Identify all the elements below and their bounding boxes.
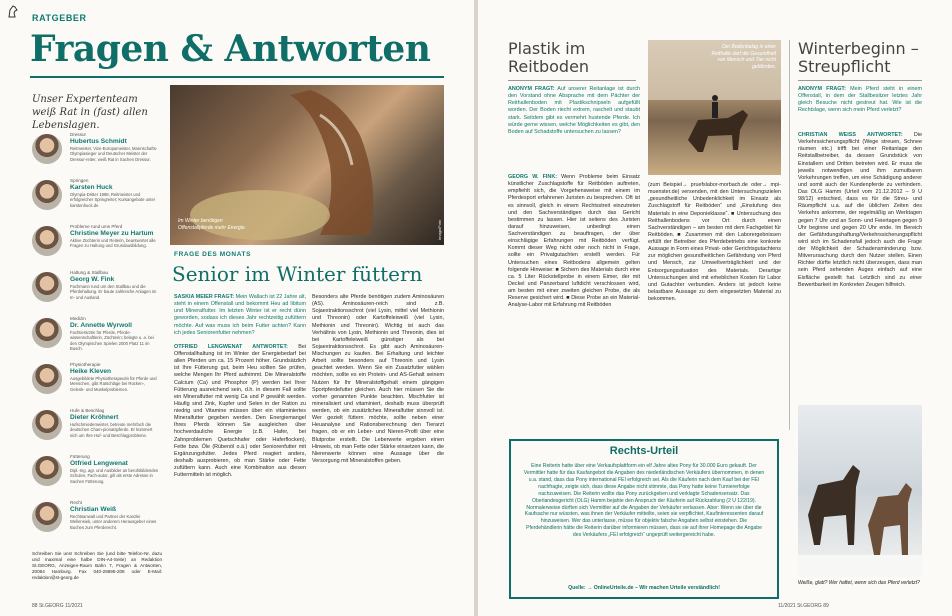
- answer-label: CHRISTIAN WEISS ANTWORTET:: [798, 132, 903, 138]
- horse-logo-icon: [6, 4, 20, 18]
- page-title: Fragen & Antworten: [30, 28, 431, 70]
- expert-name: Georg W. Fink: [70, 276, 115, 283]
- column-divider: [789, 40, 790, 430]
- avatar: [32, 272, 62, 302]
- expert-name: Hubertus Schmidt: [70, 138, 127, 145]
- answer-text: Bei Offenstallhaltung ist im Winter der Energiebedarf bei allen Pferden um ca. 15 Prozent höher. Grundsätzlich ist Ihre Fütterung gut, beim Heu sollten Sie prüfen, welche Mengen Ihr Pferd aufnimmt. Die Mineralstoffe Calcium (Ca) und Phosphor (P) werden bei Ihrer Fütterung ausreichend sein, d.h. in diesem Fall sollte ein Mineralfutter mit wenig Ca und P gewählt werden. Häufig sind Zink, Kupfer und Selen in der Ration zu niedrig und Vitamine müssen über ein vitaminiertes Mineralfutter gegeben werden. Den Energiemangel Ihres Pferds können Sie ausgleichen über hochverdauliche Energie (z.B. Hafer, bei Zahnproblemen Quetschhafer oder Haferflocken), Fette bzw. Öle (Rübenöl o.ä.) oder Seniorenfutter mit Ergänzungsfutter. Jedes Pferd reagiert anders, deshalb ausprobieren, ob man Stärke oder Fette zufüttern kann. Auch eine Kombination aus diesen Futtermitteln ist möglich.: [174, 343, 306, 479]
- expert-card: [30, 132, 158, 178]
- question-text: Mein Pferd steht in einem Offenstall, in dem der Stallbesitzer letztes Jahr gleich Besuche nicht gestreut hat. Wie ist die Rechtslage, wenn sich mein Pferd verletzt?: [798, 86, 922, 114]
- avatar: [32, 318, 62, 348]
- expert-role: Dressur: [70, 132, 87, 137]
- answer-label: OTFRIED LENGWENAT ANTWORTET:: [174, 343, 288, 350]
- left-page: [0, 0, 474, 616]
- page-footer: 11/2021 St.GEORG 89: [778, 603, 829, 609]
- urteil-title: Rechts-Urteil: [609, 445, 679, 457]
- answer-label: GEORG W. FINK:: [508, 174, 558, 180]
- photo-caption: Im Winter benötigen Offenstallpferde mehr Energie.: [178, 218, 247, 231]
- answer-text: Die Verkehrssicherungspflicht (Wege streuen, Schnee räumen etc.) trifft bei einer Reitanlage den Reitstallbetreiber, da dessen Grundstück von Einstallern und Dritten betreten wird. Er muss die jeweils notwendigen und ihm zumutbaren Vorkehrungen treffen, um eine Schädigung anderer und somit auch der Kundenpferde zu verhindern. Das OLG Hamm (Urteil vom 21.12.2012 – 9 U 98/12) entschied, dass es für die Streu- und Räumpflicht u.a. auf die üblichen Zeiten des Verkehrs ankomme, der regelmäßig an Werktagen gegen 7 Uhr und an Sonn- und Feiertagen gegen 9 Uhr beginne und gegen 20 Uhr ende. Im Bereich der Gefährdungshaftung/Verkehrssicherungspflicht wird sich im Schadensfall jedoch auch die Frage der Möglichkeit der Schadensminderung bzw. Mitverursachung durch den Nutzer stellen. Einen Richter dürfte letztlich nicht überzeugen, dass man sein Pferd sehenden Auges einfach auf eine Eisfläche gestellt hat. Letztlich sind zu einer Bewertbarkeit im Konkreten Zeugen hilfreich.: [798, 132, 922, 288]
- title-rule: [508, 80, 636, 81]
- avatar: [32, 410, 62, 440]
- expert-name: Otfried Lengwenat: [70, 460, 128, 467]
- expert-desc: Fachmann rund um den Stallbau und die Pferdehaltung. Er baute zahlreiche Anlagen im In- und Ausland.: [70, 284, 157, 300]
- expert-desc: Dipl.-Ing. agr. und Ausbilder an berufsbildenden Schulen, Fach-autor, gilt als erste Adresse in Sachen Fütterung.: [70, 468, 159, 484]
- urteil-source: Quelle: → OnlineUrteile.de – Wir machen Urteile verständlich!: [568, 585, 720, 591]
- expert-desc: Reitmeister, Vize-Europameister, Mannschafts-Olympiasieger und Deutscher Meister der Dressur-reiter, weiß Rat in Sachen Dressur.: [70, 146, 158, 162]
- question-label: ANONYM FRAGT:: [508, 86, 555, 92]
- avatar: [32, 502, 62, 532]
- article-col-1: [174, 294, 306, 592]
- expert-role: Medizin: [70, 316, 86, 321]
- expert-name: Christian Weiß: [70, 506, 117, 513]
- photo-credit: Imago/Foto: [437, 219, 442, 240]
- urteil-text: Eine Reiterin hatte über eine Verkaufsplattform ein elf Jahre altes Pony für 30.000 Euro gekauft. Der Vermittler hatte für das Kaufangebot die Angaben des niederländischen Verkäufers übernommen, in denen u.a. stand, dass das Pony international FEI erfolgreich sei. Als die Käuferin nach dem Kauf bei der FEI nachfragte, zeigte sich, dass diese Angabe nicht stimmte, das Pony hatte keine Turniererfolge nachzuweisen. Die Reiterin wollte das Pony zurückgeben und verklagte Schadensersatz. Das Oberlandesgericht (OLG) Hamm bejahte den Anspruch der Käuferin auf Rückzahlung (2 U 122/19). Normalerweise dürften sich Vermittler auf die Angaben der Verkäufer verlassen. Aber: Wenn sie über die Kaufsache nur wüssten, was ihnen der Verkäufer mitteilte, seien sie verpflichtet, Kaufinteressenten darauf hinzuweisen. Wer das unterlasse, müsse für objektiv falsche Angaben selbst einstehen. Die Pferdehändlerin hätte die Reiterin darüber informieren müssen, dass sie auf ihrer Homepage die Angabe des Verkäufers „FEI erfolgreich“ ungeprüft weitergereicht habe.: [523, 463, 765, 539]
- title-rule: [30, 76, 444, 78]
- expert-desc: Ausgebildete Physiotherapeutin für Pferde und Menschen, gibt Ratschläge bei Rücken-, Gelenk- und Muskelproblemen.: [70, 376, 157, 392]
- expert-card: [30, 316, 158, 362]
- expert-role: Physiotherapie: [70, 362, 101, 367]
- article-title: Senior im Winter füttern: [172, 262, 423, 286]
- question-text: Auf unserer Reitanlage ist durch den Vorstand ohne Absprache mit dem Pächter der Reithallenboden mit Plastikschnipseln aufgefüllt worden. Der Boden riecht extrem, raschelt und staubt stark. Seitdem gibt es vermehrt hustende Pferde. Ich würde gerne wissen, welche Möglichkeiten es gibt, den Boden auf Schadstoffe untersuchen zu lassen?: [508, 86, 640, 135]
- expert-card: [30, 454, 158, 500]
- horses-in-snow-image: [798, 405, 922, 577]
- rechts-urteil-box: [509, 439, 779, 599]
- expert-desc: Rechtsanwalt und Partner der Kanzlei Wellensiek, unter anderem Herausgeber eines Buches zum Pferderecht.: [70, 514, 157, 530]
- expert-role: Springen: [70, 178, 89, 183]
- expert-card: [30, 178, 158, 224]
- expert-name: Heike Kleven: [70, 368, 112, 375]
- title-rule: [798, 80, 922, 81]
- plastik-answer-col-2: (zum Beispiel→ pruefslabor-morbach.de oder→ mpi-muenster.de) versenden, mit den Untersuchungszielen „gesundheitliche Unbedenklichkeit im Einsatz als Zuschlagstoff für Reitböden“ und „Einstufung des Materials in eine Deponieklasse“. ■ Untersuchung des Reithallenbodens vor Ort durch einen Sachverständigen – am besten mit dem Fachgebiet für Reitböden. ■ Zusammen mit den Laborergebnissen erfüllt der Betreiber des Pferdebetriebs eine konkrete Aussage in Form eines Privat- oder Gerichtsgutachtens zur möglichen gesundheitlichen Gefährdung von Pferd und Mensch, zur Umweltverträglichkeit und der Entsorgungssituation des Materials. Derartige Untersuchungen sind mit erheblichen Kosten für Labor und Gutachter verbunden. Anders ist jedoch keine belastbare Aussage zu dem eingesetzten Material zu bekommen.: [648, 182, 781, 302]
- plastik-answer-col-1: [508, 174, 640, 428]
- snow-caption: Weiße, glatt? Wer haftet, wenn sich das Pferd verletzt?: [798, 580, 920, 586]
- question-label: SASKIA MEIER FRAGT:: [174, 294, 235, 300]
- expert-role: Fütterung: [70, 454, 90, 459]
- avatar: [32, 364, 62, 394]
- expert-name: Karsten Huck: [70, 184, 113, 191]
- expert-card: [30, 500, 158, 546]
- winter-answer: [798, 132, 922, 402]
- winter-title: Winterbeginn – Streupflicht: [798, 39, 919, 77]
- rubric-label: FRAGE DES MONATS: [174, 251, 252, 258]
- expert-card: [30, 224, 158, 270]
- expert-card: [30, 408, 158, 454]
- avatar: [32, 180, 62, 210]
- expert-desc: Hufschmiedemeister, betreute mehrfach die deutschen Cham-pionatspferde. Er kümmert sich um Ihre Huf- und Beschlagprobleme.: [70, 422, 153, 438]
- expert-role: Recht: [70, 500, 83, 505]
- page-footer: 88 St.GEORG 11/2021: [32, 603, 83, 609]
- expert-card: [30, 270, 158, 316]
- expert-role: Probleme rund ums Pferd: [70, 224, 123, 229]
- avatar: [32, 226, 62, 256]
- answer-text: Wenn Probleme beim Einsatz künstlicher Zuschlagstoffe für Reitböden auftreten, empfiehlt sich, die Vorgehensweise mit einem im Pferdesport erfahrenen Juristen zu besprechen. Oft ist es sinnvoll, gleich in einem Rechtsstreit einzutreten und den Sachverständigen durch das Gericht bestimmen zu lassen. Hier ist seitens des Juristen darauf hinzuweisen, unbedingt einen Sachverständigen zu beauftragen, der über einschlägige Erfahrungen mit Reitböden verfügt. Kommt dieser Weg nicht oder noch nicht in Frage, sollte ein Privatgutachten erstellt werden. Für Untersuchen eines Reitbodens allgemein gelten folgende Hinweise: ■ Sichern des Materials durch eine ca. 5 Liter Rückstellprobe in einem Eimer, der mit Deckel und Panzerband luftdicht verschlossen wird, am besten mit einer zweiten gleichen Probe, die als Reserve gesichert wird. ■ Diese Probe an ein Material-Analyse-Labor mit Erfahrung mit Reitböden: [508, 174, 640, 309]
- avatar: [32, 134, 62, 164]
- arena-caption: Der Bodenbelag in einer Reithalle darf die Gesundheit von Mensch und Tier nicht gefährden.: [711, 44, 776, 70]
- winter-question: [798, 86, 922, 130]
- question-text: Mein Wallach ist 22 Jahre alt, steht in einem Offenstall und bekommt Heu ad libitum und Mineralfutter. Im letzten Winter ist er recht dünn geworden, sodass ich dieses Jahr rechtzeitig zufüttern möchte. Auf was muss ich beim Futter achten? Kann ich jedes Seniorenfutter nehmen?: [174, 294, 306, 336]
- expert-desc: Aktive Züchterin und Reiterin, beantwortet alle Fragen zu Haltung und Grundausbildung.: [70, 238, 156, 249]
- question-label: ANONYM FRAGT:: [798, 86, 846, 92]
- section-kicker: RATGEBER: [32, 13, 87, 23]
- plastik-title: Plastik im Reitboden: [508, 39, 590, 77]
- expert-desc: Olympia-Dritter 1988, Reitmeister und erfolgreicher Springreiter; Kursangebote unter karstenhuck.de: [70, 192, 156, 208]
- expert-card: [30, 362, 158, 408]
- expert-name: Dieter Kröhnert: [70, 414, 119, 421]
- intro-text: Unser Expertenteam weiß Rat in (fast) allen Lebenslagen.: [32, 94, 148, 131]
- expert-role: Haltung & Stallbau: [70, 270, 109, 275]
- snow-photo: [798, 405, 922, 577]
- expert-desc: Fachtierärztin für Pferde, Pferde-wissenschaftlerin, Züchterin; belegte u. a. bei den Olympischen Spielen 2000 Platz 11 im Busch.: [70, 330, 154, 352]
- article-col-2: Besonders alte Pferde benötigen zudem Aminosäuren (AS). Aminosäuren-reich sind z.B. Sojaextraktionsschrot (viel Lysin, mittel viel Methionin und Threonin) oder Kartoffeleiweiß (viel Lysin, Methionin und Threonin). Wichtig ist auch das Verhältnis von Lysin, Methionin und Threonin, dies ist bei Kartoffeleiweiß günstiger als bei Sojaextraktionsschrot. Es gibt auch Aminosäuren-Mischungen zu kaufen. Bei Erhaltung und leichter Arbeit sollte besonders auf Threonin und Lysin geachtet werden. Wenn Sie ein Zusatzfutter wählen möchten, sollte es ein Protein- und AS-Gehalt seinem Nutzen für Ihr Mineralstoffgehalt einem gängigen Sportpferdefutter gleichen. Auch hier müssen Sie die vorher genannten Punkte beachten. Mischfutter ist mineralisiert und vitaminiert, deshalb muss überprüft werden, ob ein zusätzliches Mineralfutter sinnvoll ist. Wer gezielt füttern möchte, sollte neben einer Heuanalyse und Rationsberechnung den Tierarzt fragen, ob er ein Leber- und Nieren-Profil über eine Blutprobe erstellt. Die Leberwerte ergeben einen Hinweis, ob man Fette oder Stärke einsetzen kann, die Nierenwerte können eine Aussage über die Versorgung mit Mineralstoffen geben.: [312, 294, 444, 464]
- contact-note: Schreiben Sie uns! Schreiben Sie (und bitte Telefon-Nr. dazu und maximal eine halbe DIN-A4-Seite) an Redaktion St.GEORG, Anzeigen-Raum Bahn 7, Fragen & Antworten, 20084 Hamburg. Fax 040-28695-208 oder E-Mail: redaktion@st-georg.de: [32, 551, 162, 581]
- expert-name: Christine Meyer zu Hartum: [70, 230, 154, 237]
- expert-name: Dr. Annette Wyrwoll: [70, 322, 132, 329]
- avatar: [32, 456, 62, 486]
- expert-role: Hufe & Beschlag: [70, 408, 105, 413]
- plastik-question: [508, 86, 640, 164]
